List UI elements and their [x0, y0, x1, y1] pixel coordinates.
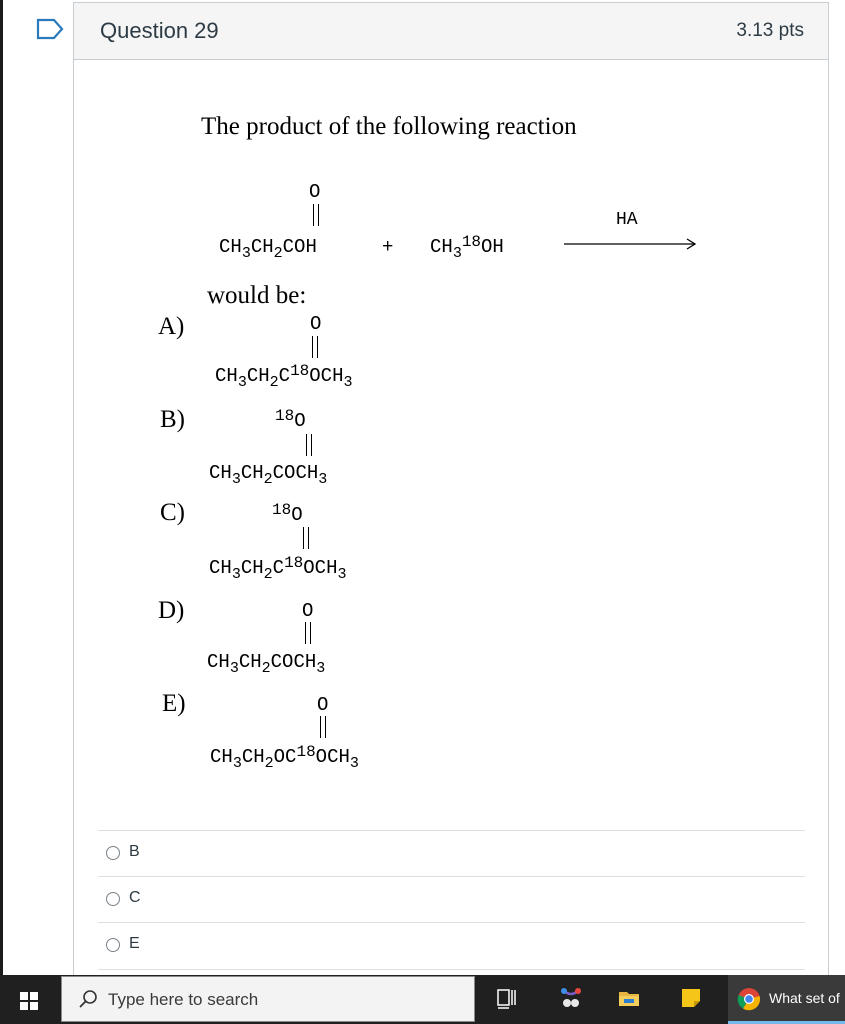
answer-choice[interactable] [98, 830, 805, 877]
option-d-letter: D) [158, 597, 185, 624]
question-prompt: The product of the following reaction [201, 113, 577, 140]
chrome-window-title: What set of [769, 990, 840, 1006]
option-d-formula: $CH_3CH_2COCH_3$ [207, 651, 326, 677]
flag-question-icon[interactable] [36, 18, 64, 40]
file-explorer-icon[interactable] [618, 987, 640, 1009]
reactant2-formula: $CH_3^{18}OH$ [430, 233, 504, 262]
question-header [74, 3, 828, 60]
double-bond [306, 434, 312, 456]
radio-button[interactable] [106, 846, 120, 860]
option-c-carbonyl-oxygen: $^{18}$O [272, 501, 303, 526]
option-c-letter: C) [160, 499, 185, 526]
would-be-text: would be: [207, 282, 307, 309]
radio-button[interactable] [106, 892, 120, 906]
double-bond [305, 622, 311, 644]
radio-button[interactable] [106, 938, 120, 952]
option-c-formula: $CH_3CH_2C^{18}OCH_3$ [209, 554, 347, 583]
option-b-formula: $CH_3CH_2COCH_3$ [209, 462, 328, 488]
option-e-letter: E) [162, 690, 186, 717]
option-a-formula: $CH_3CH_2C^{18}OCH_3$ [215, 362, 353, 391]
plus-sign: + [382, 236, 394, 258]
option-d-carbonyl-oxygen: O [302, 600, 314, 622]
taskbar-search-box[interactable] [61, 976, 475, 1022]
double-bond [320, 716, 326, 738]
double-bond [303, 527, 309, 549]
search-icon [78, 989, 98, 1009]
answer-choice[interactable] [98, 876, 805, 923]
question-title: Question 29 [100, 18, 219, 43]
double-bond [313, 204, 319, 226]
answer-label: C [129, 889, 141, 906]
option-e-carbonyl-oxygen: O [317, 694, 329, 716]
answer-label: B [129, 843, 140, 860]
chrome-icon [737, 987, 761, 1011]
answer-choice[interactable] [98, 922, 805, 970]
double-bond [312, 336, 318, 358]
option-b-letter: B) [160, 406, 185, 433]
task-view-icon[interactable] [496, 987, 518, 1009]
reaction-arrow-icon [564, 238, 698, 250]
windows-taskbar [0, 975, 845, 1024]
sticky-notes-icon[interactable] [680, 987, 702, 1009]
answer-label: E [129, 935, 140, 952]
chrome-taskbar-button[interactable] [728, 975, 845, 1024]
option-a-carbonyl-oxygen: O [310, 313, 322, 335]
windows-start-icon[interactable] [20, 992, 38, 1010]
snipping-tool-icon[interactable] [558, 985, 584, 1011]
reactant1-formula: $CH_3CH_2COH$ [219, 236, 317, 262]
option-b-carbonyl-oxygen: $^{18}$O [275, 407, 306, 432]
reactant1-carbonyl-oxygen: O [309, 181, 321, 203]
option-e-formula: $CH_3CH_2OC^{18}OCH_3$ [210, 743, 359, 772]
window-left-edge [0, 0, 3, 975]
search-placeholder: Type here to search [108, 990, 259, 1009]
option-a-letter: A) [158, 313, 185, 340]
question-points: 3.13 pts [736, 20, 804, 41]
catalyst-label: HA [616, 210, 638, 230]
